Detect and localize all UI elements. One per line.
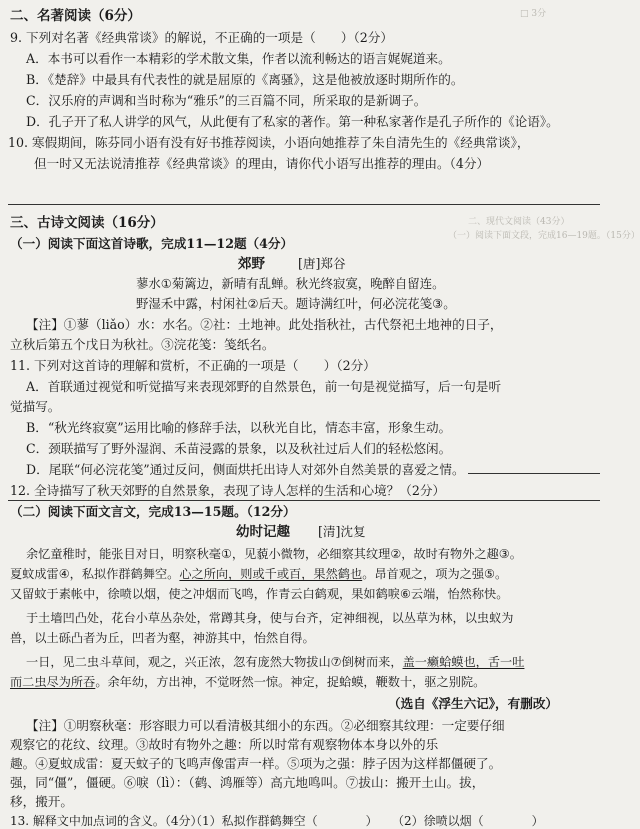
prose-p2-line-1: 于土墙凹凸处，花台小草丛杂处，常蹲其身，使与台齐，定神细视，以丛草为林，以虫蚁为 xyxy=(26,611,514,625)
prose-text: 。昂首观之，项为之强⑤。 xyxy=(362,567,508,581)
underlined-sentence: 盖一癞蛤蟆也，舌一吐 xyxy=(402,655,525,669)
q9-option-a: A．本书可以看作一本精彩的学术散文集，作者以流利畅达的语言娓娓道来。 xyxy=(26,51,451,66)
prose-p1-line-1: 余忆童稚时，能张目对日，明察秋毫①，见藐小微物，必细察其纹理②，故时有物外之趣③。 xyxy=(26,547,522,561)
q12-stem: 12. 全诗描写了秋天郊野的自然景象，表现了诗人怎样的生活和心境？（2分） xyxy=(10,483,446,498)
prose-title: 幼时记趣 xyxy=(236,524,290,540)
q11-stem: 11. 下列对这首诗的理解和赏析，不正确的一项是（ ）（2分） xyxy=(10,358,376,373)
prose-p2-line-2: 兽，以土砾凸者为丘，凹者为壑，神游其中，怡然自得。 xyxy=(10,631,315,645)
bleed-through-text: （一）阅读下面文段，完成16—19题。（15分） xyxy=(448,231,640,241)
q13-item-1: （1）私拟作群鹤舞空（ ） xyxy=(190,814,378,828)
poem-author: [唐]郑谷 xyxy=(298,256,346,271)
q11-option-c: C．颈联描写了野外湿润、禾苗浸露的景象，以及秋社过后人们的轻松悠闲。 xyxy=(26,441,452,456)
section-heading-classics: 二、名著阅读（6分） xyxy=(10,8,141,24)
prose-text: 一日，见二虫斗草间，观之，兴正浓，忽有庞然大物拔山⑦倒树而来， xyxy=(26,655,403,669)
section-divider xyxy=(8,204,600,205)
prose-author: [清]沈复 xyxy=(318,524,366,539)
bleed-through-text: □ 3分 xyxy=(520,9,547,19)
q11-option-d: D．尾联“何必浣花笺”通过反问，侧面烘托出诗人对郊外自然美景的喜爱之情。 xyxy=(26,462,465,477)
prose-subheading: （二）阅读下面文言文，完成13—15题。（12分） xyxy=(10,504,296,519)
prose-note-1: 【注】①明察秋毫：形容眼力可以看清极其细小的东西。②必细察其纹理：一定要仔细 xyxy=(26,718,505,733)
poem-title: 郊野 xyxy=(238,256,265,272)
poem-note-2: 立秋后第五个戊日为秋社。③浣花笺：笺纸名。 xyxy=(10,337,275,352)
poem-note-1: 【注】①蓼（liǎo）水：水名。②社：土地神。此处指秋社，古代祭祀土地神的日子， xyxy=(26,317,503,332)
section-divider xyxy=(8,500,600,501)
q11-option-b: B．“秋光终寂寞”运用比喻的修辞手法，以秋光自比，情态丰富，形象生动。 xyxy=(26,420,452,435)
prose-note-4: 强，同“僵”，僵硬。⑥唳（lì）：（鹤、鸿雁等）高亢地鸣叫。⑦拔山：搬开土山。拔， xyxy=(10,775,485,790)
underlined-sentence: 心之所向，则或千或百，果然鹤也 xyxy=(179,567,363,581)
q13-stem: 13. 解释文中加点词的含义。（4分） xyxy=(10,814,203,828)
section-heading-ancient: 三、古诗文阅读（16分） xyxy=(10,215,164,231)
prose-note-2: 观察它的花纹、纹理。③故时有物外之趣：所以时常有观察物体本身以外的乐 xyxy=(10,737,439,752)
ghost-rule xyxy=(468,473,600,474)
q11-option-a-2: 觉描写。 xyxy=(10,399,61,414)
prose-p3-line-1 xyxy=(26,654,524,670)
poem-line-2: 野湿禾中露，村闲社②后天。题诗满红叶，何必浣花笺③。 xyxy=(136,296,456,311)
q9-option-d: D．孔子开了私人讲学的风气，从此便有了私家的著作。第一种私家著作是孔子所作的《论语》。 xyxy=(26,114,559,129)
bleed-through-text: 二、现代文阅读（43分） xyxy=(468,217,570,227)
prose-p3-line-2 xyxy=(10,674,485,690)
prose-note-3: 趣。④夏蚊成雷：夏天蚊子的飞鸣声像雷声一样。⑤项为之强：脖子因为这样都僵硬了。 xyxy=(10,756,502,771)
q9-option-c: C．汉乐府的声调和当时称为“雅乐”的三百篇不同，所采取的是新调子。 xyxy=(26,93,427,108)
q9-option-b: B．《楚辞》中最具有代表性的就是屈原的《离骚》，这是他被放逐时期所作的。 xyxy=(26,72,464,87)
prose-source: （选自《浮生六记》，有删改） xyxy=(388,696,559,711)
prose-note-5: 移，搬开。 xyxy=(10,794,73,809)
prose-p1-line-3: 又留蚊于素帐中，徐喷以烟，使之冲烟而飞鸣，作青云白鹤观，果如鹤唳⑥云端，怡然称快。 xyxy=(10,587,509,601)
poem-subheading: （一）阅读下面这首诗歌，完成11—12题（4分） xyxy=(10,236,294,251)
q10-line-2: 但一时又无法说清推荐《经典常谈》的理由，请你代小语写出推荐的理由。（4分） xyxy=(34,156,490,171)
q10-line-1: 10. 寒假期间，陈芬同小语有没有好书推荐阅读，小语向她推荐了朱自清先生的《经典常谈》， xyxy=(8,135,530,150)
poem-line-1: 蓼水①菊篱边，新晴有乱蝉。秋光终寂寞，晚醉自留连。 xyxy=(136,276,445,291)
q9-stem: 9. 下列对名著《经典常谈》的解说，不正确的一项是（ ）（2分） xyxy=(10,30,393,45)
q13-item-2: （2）徐喷以烟（ ） xyxy=(392,814,544,828)
underlined-sentence: 而二虫尽为所吞 xyxy=(10,675,96,689)
prose-text: 夏蚊成雷④，私拟作群鹤舞空。 xyxy=(10,567,180,581)
q11-option-a-1: A．首联通过视觉和听觉描写来表现郊野的自然景色，前一句是视觉描写，后一句是听 xyxy=(26,379,502,394)
prose-p1-line-2 xyxy=(10,566,507,582)
prose-text: 。余年幼，方出神，不觉呀然一惊。神定，捉蛤蟆，鞭数十，驱之别院。 xyxy=(95,675,486,689)
